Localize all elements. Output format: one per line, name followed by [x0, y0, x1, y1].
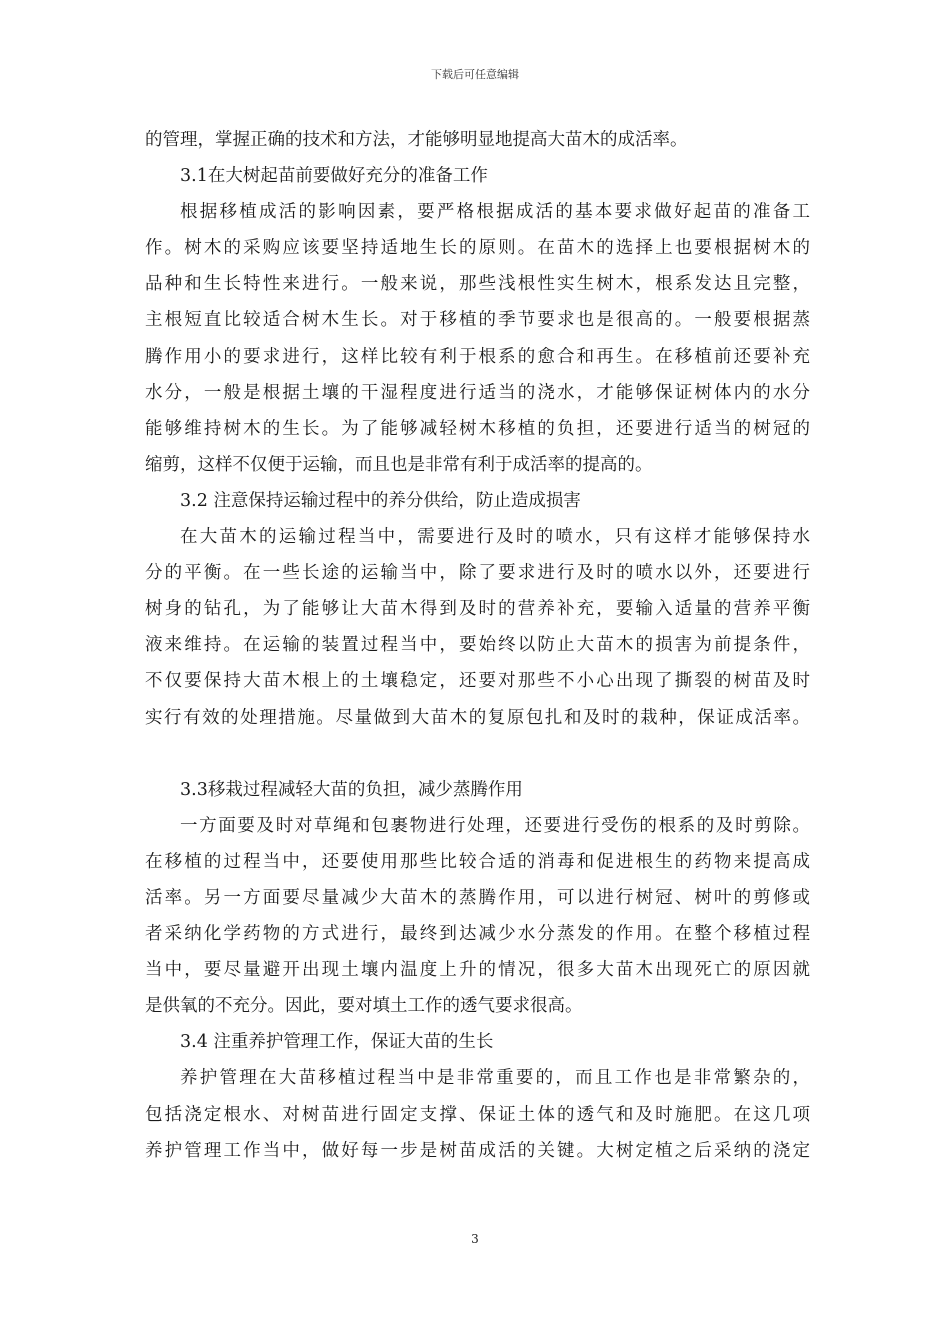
paragraph-line: 缩剪，这样不仅便于运输，而且也是非常有利于成活率的提高的。	[145, 454, 653, 475]
paragraph-line: 养护管理工作当中，做好每一步是树苗成活的关键。大树定植之后采纳的浇定	[145, 1140, 810, 1161]
paragraph-line: 当中，要尽量避开出现土壤内温度上升的情况，很多大苗木出现死亡的原因就	[145, 960, 810, 981]
paragraph-line: 的管理，掌握正确的技术和方法，才能够明显地提高大苗木的成活率。	[145, 130, 688, 150]
paragraph-line: 一方面要及时对草绳和包裹物进行处理，还要进行受伤的根系的及时剪除。	[180, 815, 810, 836]
paragraph-line: 不仅要保持大苗木根上的土壤稳定，还要对那些不小心出现了撕裂的树苗及时	[145, 671, 810, 692]
paragraph-line: 分的平衡。在一些长途的运输当中，除了要求进行及时的喷水以外，还要进行	[145, 563, 810, 584]
paragraph-line: 品种和生长特性来进行。一般来说，那些浅根性实生树木，根系发达且完整，	[145, 274, 810, 295]
section-heading: 3.1在大树起苗前要做好充分的准备工作	[180, 166, 488, 187]
page-header: 下载后可任意编辑	[431, 68, 519, 81]
document-body	[145, 122, 810, 1169]
paragraph-line: 树身的钻孔，为了能够让大苗木得到及时的营养补充，要输入适量的营养平衡	[145, 599, 810, 620]
paragraph-line: 在大苗木的运输过程当中，需要进行及时的喷水，只有这样才能够保持水	[180, 527, 810, 548]
paragraph-line: 是供氧的不充分。因此，要对填土工作的透气要求很高。	[145, 996, 583, 1017]
section-heading: 3.2 注意保持运输过程中的养分供给，防止造成损害	[180, 490, 581, 511]
paragraph-line: 养护管理在大苗移植过程当中是非常重要的，而且工作也是非常繁杂的，	[180, 1068, 810, 1089]
paragraph-line: 实行有效的处理措施。尽量做到大苗木的复原包扎和及时的栽种，保证成活率。	[145, 707, 810, 728]
paragraph-line: 根据移植成活的影响因素，要严格根据成活的基本要求做好起苗的准备工	[180, 202, 810, 223]
paragraph-line: 液来维持。在运输的装置过程当中，要始终以防止大苗木的损害为前提条件，	[145, 635, 810, 656]
page-number: 3	[471, 1232, 479, 1246]
paragraph-line: 能够维持树木的生长。为了能够减轻树木移植的负担，还要进行适当的树冠的	[145, 418, 810, 439]
paragraph-line: 腾作用小的要求进行，这样比较有利于根系的愈合和再生。在移植前还要补充	[145, 346, 810, 367]
blank-line	[145, 736, 810, 772]
paragraph-line: 活率。另一方面要尽量减少大苗木的蒸腾作用，可以进行树冠、树叶的剪修或	[145, 887, 810, 908]
paragraph-line: 包括浇定根水、对树苗进行固定支撑、保证土体的透气和及时施肥。在这几项	[145, 1104, 810, 1125]
paragraph-line: 者采纳化学药物的方式进行，最终到达减少水分蒸发的作用。在整个移植过程	[145, 924, 810, 945]
paragraph-line: 主根短直比较适合树木生长。对于移植的季节要求也是很高的。一般要根据蒸	[145, 310, 810, 331]
section-heading: 3.3移栽过程减轻大苗的负担，减少蒸腾作用	[180, 779, 523, 800]
paragraph-line: 作。树木的采购应该要坚持适地生长的原则。在苗木的选择上也要根据树木的	[145, 238, 810, 259]
paragraph-line: 在移植的过程当中，还要使用那些比较合适的消毒和促进根生的药物来提高成	[145, 851, 810, 872]
section-heading: 3.4 注重养护管理工作，保证大苗的生长	[180, 1032, 494, 1053]
paragraph-line: 水分，一般是根据土壤的干湿程度进行适当的浇水，才能够保证树体内的水分	[145, 382, 810, 403]
